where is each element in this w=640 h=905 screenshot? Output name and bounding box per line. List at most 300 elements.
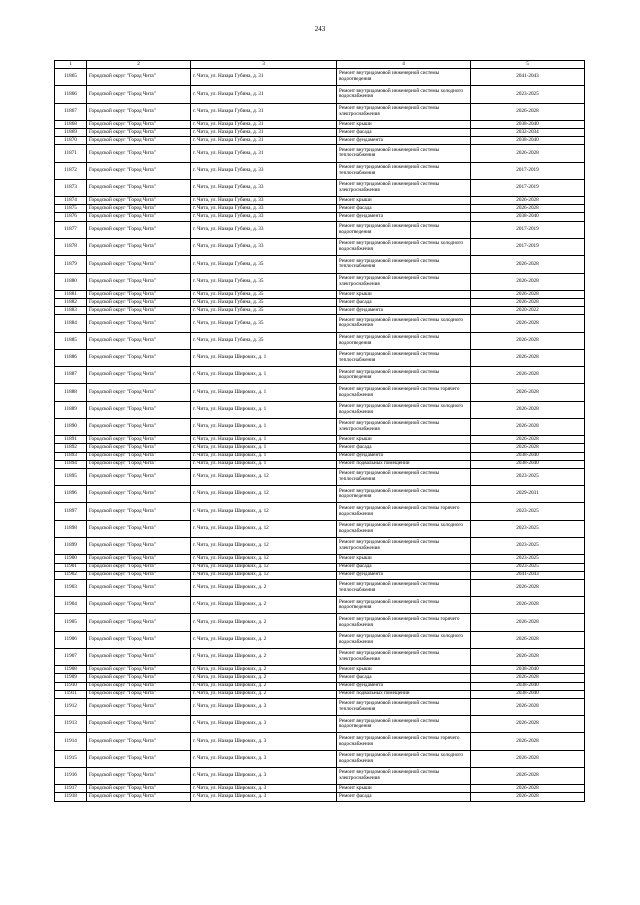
table-row <box>55 307 585 315</box>
table-row <box>55 349 585 366</box>
municipality-cell: Городской округ "Город Чита" <box>87 145 191 162</box>
address-cell: г. Чита, ул. Назара Широких, д. 2 <box>191 682 337 690</box>
municipality-cell: Городской округ "Город Чита" <box>87 690 191 698</box>
row-number: 11880 <box>55 273 87 290</box>
address-cell: г. Чита, ул. Назара Губина, д. 35 <box>191 315 337 332</box>
municipality-cell: Городской округ "Город Чита" <box>87 563 191 571</box>
table-row <box>55 315 585 332</box>
municipality-cell: Городской округ "Город Чита" <box>87 733 191 750</box>
work-type-cell: Ремонт фасада <box>337 563 471 571</box>
municipality-cell: Городской округ "Город Чита" <box>87 579 191 596</box>
table-body <box>55 69 585 802</box>
row-number: 11909 <box>55 674 87 682</box>
row-number: 11902 <box>55 571 87 579</box>
row-number: 11883 <box>55 307 87 315</box>
municipality-cell: Городской округ "Город Чита" <box>87 452 191 460</box>
address-cell: г. Чита, ул. Назара Широких, д. 1 <box>191 349 337 366</box>
address-cell: г. Чита, ул. Назара Широких, д. 1 <box>191 401 337 418</box>
work-type-cell: Ремонт фундамента <box>337 137 471 145</box>
municipality-cell: Городской округ "Город Чита" <box>87 86 191 103</box>
repair-schedule-table <box>54 60 585 802</box>
column-header-4: 4 <box>337 61 471 69</box>
period-cell: 2038-2040 <box>471 452 585 460</box>
row-number: 11866 <box>55 86 87 103</box>
period-cell: 2023-2025 <box>471 468 585 485</box>
table-row <box>55 86 585 103</box>
period-cell: 2026-2028 <box>471 614 585 631</box>
work-type-cell: Ремонт внутридомовой инженерной системы водоотведения <box>337 221 471 238</box>
municipality-cell: Городской округ "Город Чита" <box>87 555 191 563</box>
table-row <box>55 69 585 86</box>
address-cell: г. Чита, ул. Назара Губина, д. 31 <box>191 69 337 86</box>
address-cell: г. Чита, ул. Назара Широких, д. 12 <box>191 503 337 520</box>
municipality-cell: Городской округ "Город Чита" <box>87 349 191 366</box>
address-cell: г. Чита, ул. Назара Широких, д. 1 <box>191 419 337 436</box>
row-number: 11905 <box>55 614 87 631</box>
work-type-cell: Ремонт внутридомовой инженерной системы электроснабжения <box>337 648 471 665</box>
row-number: 11891 <box>55 436 87 444</box>
work-type-cell: Ремонт крыши <box>337 120 471 128</box>
table-row <box>55 120 585 128</box>
period-cell: 2026-2028 <box>471 436 585 444</box>
work-type-cell: Ремонт фасада <box>337 129 471 137</box>
work-type-cell: Ремонт внутридомовой инженерной системы горячего водоснабжения <box>337 503 471 520</box>
table-row <box>55 793 585 801</box>
row-number: 11898 <box>55 520 87 537</box>
period-cell: 2041-2043 <box>471 571 585 579</box>
header-row <box>55 61 585 69</box>
row-number: 11911 <box>55 690 87 698</box>
table-row <box>55 674 585 682</box>
table-row <box>55 221 585 238</box>
period-cell: 2026-2028 <box>471 716 585 733</box>
municipality-cell: Городской округ "Город Чита" <box>87 103 191 120</box>
table-row <box>55 468 585 485</box>
municipality-cell: Городской округ "Город Чита" <box>87 716 191 733</box>
address-cell: г. Чита, ул. Назара Широких, д. 12 <box>191 563 337 571</box>
period-cell: 2026-2028 <box>471 197 585 205</box>
period-cell: 2026-2028 <box>471 205 585 213</box>
address-cell: г. Чита, ул. Назара Губина, д. 33 <box>191 213 337 221</box>
page-number: 243 <box>314 25 326 33</box>
row-number: 11908 <box>55 666 87 674</box>
address-cell: г. Чита, ул. Назара Широких, д. 3 <box>191 698 337 715</box>
row-number: 11897 <box>55 503 87 520</box>
work-type-cell: Ремонт внутридомовой инженерной системы теплоснабжения <box>337 579 471 596</box>
period-cell: 2026-2028 <box>471 315 585 332</box>
municipality-cell: Городской округ "Город Чита" <box>87 538 191 555</box>
work-type-cell: Ремонт фундамента <box>337 571 471 579</box>
address-cell: г. Чита, ул. Назара Губина, д. 33 <box>191 197 337 205</box>
row-number: 11887 <box>55 367 87 384</box>
row-number: 11910 <box>55 682 87 690</box>
row-number: 11904 <box>55 597 87 614</box>
address-cell: г. Чита, ул. Назара Губина, д. 35 <box>191 256 337 273</box>
row-number: 11903 <box>55 579 87 596</box>
table-row <box>55 571 585 579</box>
table-row <box>55 213 585 221</box>
table-row <box>55 716 585 733</box>
address-cell: г. Чита, ул. Назара Губина, д. 35 <box>191 307 337 315</box>
period-cell: 2026-2028 <box>471 750 585 767</box>
municipality-cell: Городской округ "Город Чита" <box>87 137 191 145</box>
table-row <box>55 444 585 452</box>
period-cell: 2026-2028 <box>471 648 585 665</box>
work-type-cell: Ремонт внутридомовой инженерной системы теплоснабжения <box>337 162 471 179</box>
municipality-cell: Городской округ "Город Чита" <box>87 793 191 801</box>
municipality-cell: Городской округ "Город Чита" <box>87 120 191 128</box>
period-cell: 2026-2028 <box>471 674 585 682</box>
municipality-cell: Городской округ "Город Чита" <box>87 69 191 86</box>
address-cell: г. Чита, ул. Назара Губина, д. 31 <box>191 137 337 145</box>
municipality-cell: Городской округ "Город Чита" <box>87 129 191 137</box>
table-row <box>55 205 585 213</box>
table-row <box>55 332 585 349</box>
address-cell: г. Чита, ул. Назара Широких, д. 2 <box>191 597 337 614</box>
municipality-cell: Городской округ "Город Чита" <box>87 162 191 179</box>
period-cell: 2026-2028 <box>471 145 585 162</box>
table-row <box>55 538 585 555</box>
municipality-cell: Городской округ "Город Чита" <box>87 785 191 793</box>
municipality-cell: Городской округ "Город Чита" <box>87 221 191 238</box>
table-row <box>55 690 585 698</box>
row-number: 11907 <box>55 648 87 665</box>
municipality-cell: Городской округ "Город Чита" <box>87 315 191 332</box>
period-cell: 2026-2028 <box>471 273 585 290</box>
municipality-cell: Городской округ "Город Чита" <box>87 401 191 418</box>
municipality-cell: Городской округ "Город Чита" <box>87 290 191 298</box>
row-number: 11874 <box>55 197 87 205</box>
work-type-cell: Ремонт внутридомовой инженерной системы теплоснабжения <box>337 698 471 715</box>
period-cell: 2038-2040 <box>471 213 585 221</box>
period-cell: 2038-2040 <box>471 460 585 468</box>
work-type-cell: Ремонт внутридомовой инженерной системы водоотведения <box>337 332 471 349</box>
work-type-cell: Ремонт внутридомовой инженерной системы электроснабжения <box>337 273 471 290</box>
period-cell: 2026-2028 <box>471 631 585 648</box>
table-row <box>55 145 585 162</box>
table-row <box>55 162 585 179</box>
row-number: 11884 <box>55 315 87 332</box>
row-number: 11870 <box>55 137 87 145</box>
municipality-cell: Городской округ "Город Чита" <box>87 307 191 315</box>
row-number: 11875 <box>55 205 87 213</box>
table-row <box>55 103 585 120</box>
address-cell: г. Чита, ул. Назара Широких, д. 12 <box>191 571 337 579</box>
work-type-cell: Ремонт фасада <box>337 793 471 801</box>
row-number: 11882 <box>55 298 87 306</box>
work-type-cell: Ремонт крыши <box>337 436 471 444</box>
period-cell: 2026-2028 <box>471 419 585 436</box>
period-cell: 2023-2025 <box>471 538 585 555</box>
address-cell: г. Чита, ул. Назара Широких, д. 12 <box>191 520 337 537</box>
municipality-cell: Городской округ "Город Чита" <box>87 273 191 290</box>
table-row <box>55 768 585 785</box>
municipality-cell: Городской округ "Город Чита" <box>87 614 191 631</box>
municipality-cell: Городской округ "Город Чита" <box>87 750 191 767</box>
work-type-cell: Ремонт подвальных помещений <box>337 690 471 698</box>
table-row <box>55 460 585 468</box>
table-row <box>55 614 585 631</box>
address-cell: г. Чита, ул. Назара Губина, д. 35 <box>191 298 337 306</box>
work-type-cell: Ремонт внутридомовой инженерной системы холодного водоснабжения <box>337 401 471 418</box>
work-type-cell: Ремонт внутридомовой инженерной системы водоотведения <box>337 716 471 733</box>
address-cell: г. Чита, ул. Назара Широких, д. 3 <box>191 750 337 767</box>
period-cell: 2038-2040 <box>471 682 585 690</box>
period-cell: 2026-2028 <box>471 785 585 793</box>
address-cell: г. Чита, ул. Назара Широких, д. 3 <box>191 716 337 733</box>
row-number: 11872 <box>55 162 87 179</box>
municipality-cell: Городской округ "Город Чита" <box>87 444 191 452</box>
row-number: 11889 <box>55 401 87 418</box>
row-number: 11914 <box>55 733 87 750</box>
municipality-cell: Городской округ "Город Чита" <box>87 436 191 444</box>
table-row <box>55 129 585 137</box>
row-number: 11865 <box>55 69 87 86</box>
work-type-cell: Ремонт внутридомовой инженерной системы электроснабжения <box>337 419 471 436</box>
work-type-cell: Ремонт фасада <box>337 444 471 452</box>
work-type-cell: Ремонт фасада <box>337 298 471 306</box>
row-number: 11867 <box>55 103 87 120</box>
period-cell: 2038-2040 <box>471 690 585 698</box>
table-row <box>55 137 585 145</box>
period-cell: 2023-2025 <box>471 555 585 563</box>
municipality-cell: Городской округ "Город Чита" <box>87 384 191 401</box>
work-type-cell: Ремонт внутридомовой инженерной системы горячего водоснабжения <box>337 733 471 750</box>
municipality-cell: Городской округ "Город Чита" <box>87 682 191 690</box>
row-number: 11876 <box>55 213 87 221</box>
table-row <box>55 298 585 306</box>
table-row <box>55 682 585 690</box>
table-row <box>55 648 585 665</box>
municipality-cell: Городской округ "Город Чита" <box>87 460 191 468</box>
work-type-cell: Ремонт внутридомовой инженерной системы холодного водоснабжения <box>337 315 471 332</box>
row-number: 11885 <box>55 332 87 349</box>
address-cell: г. Чита, ул. Назара Губина, д. 35 <box>191 290 337 298</box>
work-type-cell: Ремонт внутридомовой инженерной системы холодного водоснабжения <box>337 520 471 537</box>
address-cell: г. Чита, ул. Назара Губина, д. 33 <box>191 221 337 238</box>
row-number: 11896 <box>55 486 87 503</box>
address-cell: г. Чита, ул. Назара Широких, д. 12 <box>191 468 337 485</box>
period-cell: 2038-2040 <box>471 120 585 128</box>
table-row <box>55 597 585 614</box>
table-row <box>55 179 585 196</box>
row-number: 11892 <box>55 444 87 452</box>
work-type-cell: Ремонт крыши <box>337 290 471 298</box>
row-number: 11906 <box>55 631 87 648</box>
address-cell: г. Чита, ул. Назара Широких, д. 12 <box>191 538 337 555</box>
work-type-cell: Ремонт крыши <box>337 555 471 563</box>
municipality-cell: Городской округ "Город Чита" <box>87 205 191 213</box>
period-cell: 2026-2028 <box>471 332 585 349</box>
address-cell: г. Чита, ул. Назара Широких, д. 3 <box>191 793 337 801</box>
row-number: 11918 <box>55 793 87 801</box>
period-cell: 2026-2028 <box>471 579 585 596</box>
column-header-1: 1 <box>55 61 87 69</box>
address-cell: г. Чита, ул. Назара Широких, д. 2 <box>191 648 337 665</box>
address-cell: г. Чита, ул. Назара Губина, д. 35 <box>191 273 337 290</box>
address-cell: г. Чита, ул. Назара Широких, д. 2 <box>191 631 337 648</box>
period-cell: 2023-2025 <box>471 503 585 520</box>
work-type-cell: Ремонт внутридомовой инженерной системы теплоснабжения <box>337 145 471 162</box>
table-row <box>55 666 585 674</box>
address-cell: г. Чита, ул. Назара Широких, д. 1 <box>191 436 337 444</box>
period-cell: 2026-2028 <box>471 256 585 273</box>
row-number: 11868 <box>55 120 87 128</box>
address-cell: г. Чита, ул. Назара Широких, д. 12 <box>191 555 337 563</box>
municipality-cell: Городской округ "Город Чита" <box>87 674 191 682</box>
work-type-cell: Ремонт внутридомовой инженерной системы водоотведения <box>337 597 471 614</box>
period-cell: 2026-2028 <box>471 793 585 801</box>
address-cell: г. Чита, ул. Назара Широких, д. 3 <box>191 733 337 750</box>
address-cell: г. Чита, ул. Назара Широких, д. 2 <box>191 674 337 682</box>
row-number: 11878 <box>55 238 87 255</box>
period-cell: 2017-2019 <box>471 179 585 196</box>
municipality-cell: Городской округ "Город Чита" <box>87 298 191 306</box>
municipality-cell: Городской округ "Город Чита" <box>87 256 191 273</box>
table-row <box>55 384 585 401</box>
table-row <box>55 631 585 648</box>
table-row <box>55 579 585 596</box>
period-cell: 2020-2022 <box>471 307 585 315</box>
period-cell: 2026-2028 <box>471 401 585 418</box>
municipality-cell: Городской округ "Город Чита" <box>87 419 191 436</box>
table-row <box>55 520 585 537</box>
row-number: 11893 <box>55 452 87 460</box>
period-cell: 2026-2028 <box>471 597 585 614</box>
row-number: 11895 <box>55 468 87 485</box>
address-cell: г. Чита, ул. Назара Губина, д. 35 <box>191 332 337 349</box>
work-type-cell: Ремонт фасада <box>337 205 471 213</box>
row-number: 11915 <box>55 750 87 767</box>
period-cell: 2026-2028 <box>471 349 585 366</box>
work-type-cell: Ремонт фундамента <box>337 452 471 460</box>
address-cell: г. Чита, ул. Назара Широких, д. 3 <box>191 785 337 793</box>
table-row <box>55 256 585 273</box>
work-type-cell: Ремонт крыши <box>337 785 471 793</box>
period-cell: 2026-2028 <box>471 733 585 750</box>
work-type-cell: Ремонт внутридомовой инженерной системы теплоснабжения <box>337 256 471 273</box>
address-cell: г. Чита, ул. Назара Губина, д. 33 <box>191 179 337 196</box>
table-row <box>55 733 585 750</box>
address-cell: г. Чита, ул. Назара Широких, д. 1 <box>191 367 337 384</box>
period-cell: 2029-2031 <box>471 486 585 503</box>
table-row <box>55 698 585 715</box>
period-cell: 2026-2028 <box>471 384 585 401</box>
row-number: 11916 <box>55 768 87 785</box>
address-cell: г. Чита, ул. Назара Широких, д. 3 <box>191 768 337 785</box>
row-number: 11871 <box>55 145 87 162</box>
address-cell: г. Чита, ул. Назара Широких, д. 1 <box>191 444 337 452</box>
work-type-cell: Ремонт внутридомовой инженерной системы холодного водоснабжения <box>337 631 471 648</box>
municipality-cell: Городской округ "Город Чита" <box>87 197 191 205</box>
table-row <box>55 486 585 503</box>
address-cell: г. Чита, ул. Назара Губина, д. 31 <box>191 145 337 162</box>
work-type-cell: Ремонт внутридомовой инженерной системы горячего водоснабжения <box>337 384 471 401</box>
period-cell: 2023-2025 <box>471 86 585 103</box>
table-row <box>55 290 585 298</box>
municipality-cell: Городской округ "Город Чита" <box>87 597 191 614</box>
table-row <box>55 436 585 444</box>
municipality-cell: Городской округ "Город Чита" <box>87 503 191 520</box>
municipality-cell: Городской округ "Город Чита" <box>87 213 191 221</box>
table-row <box>55 367 585 384</box>
column-header-5: 5 <box>471 61 585 69</box>
address-cell: г. Чита, ул. Назара Широких, д. 1 <box>191 452 337 460</box>
work-type-cell: Ремонт внутридомовой инженерной системы холодного водоснабжения <box>337 750 471 767</box>
row-number: 11869 <box>55 129 87 137</box>
row-number: 11890 <box>55 419 87 436</box>
row-number: 11899 <box>55 538 87 555</box>
column-header-3: 3 <box>191 61 337 69</box>
municipality-cell: Городской округ "Город Чита" <box>87 367 191 384</box>
work-type-cell: Ремонт внутридомовой инженерной системы водоотведения <box>337 69 471 86</box>
period-cell: 2017-2019 <box>471 238 585 255</box>
period-cell: 2017-2019 <box>471 221 585 238</box>
table-row <box>55 785 585 793</box>
row-number: 11888 <box>55 384 87 401</box>
work-type-cell: Ремонт внутридомовой инженерной системы водоотведения <box>337 367 471 384</box>
table-row <box>55 197 585 205</box>
column-header-2: 2 <box>87 61 191 69</box>
table-row <box>55 555 585 563</box>
period-cell: 2026-2028 <box>471 103 585 120</box>
period-cell: 2026-2028 <box>471 444 585 452</box>
municipality-cell: Городской округ "Город Чита" <box>87 179 191 196</box>
table-row <box>55 503 585 520</box>
municipality-cell: Городской округ "Город Чита" <box>87 468 191 485</box>
work-type-cell: Ремонт внутридомовой инженерной системы электроснабжения <box>337 768 471 785</box>
work-type-cell: Ремонт внутридомовой инженерной системы холодного водоснабжения <box>337 238 471 255</box>
municipality-cell: Городской округ "Город Чита" <box>87 520 191 537</box>
row-number: 11894 <box>55 460 87 468</box>
work-type-cell: Ремонт внутридомовой инженерной системы водоотведения <box>337 486 471 503</box>
period-cell: 2017-2019 <box>471 162 585 179</box>
row-number: 11913 <box>55 716 87 733</box>
period-cell: 2041-2043 <box>471 69 585 86</box>
work-type-cell: Ремонт фундамента <box>337 213 471 221</box>
work-type-cell: Ремонт внутридомовой инженерной системы электроснабжения <box>337 103 471 120</box>
municipality-cell: Городской округ "Город Чита" <box>87 486 191 503</box>
table-row <box>55 401 585 418</box>
work-type-cell: Ремонт внутридомовой инженерной системы холодного водоснабжения <box>337 86 471 103</box>
table-row <box>55 563 585 571</box>
municipality-cell: Городской округ "Город Чита" <box>87 768 191 785</box>
work-type-cell: Ремонт внутридомовой инженерной системы теплоснабжения <box>337 468 471 485</box>
table-row <box>55 273 585 290</box>
address-cell: г. Чита, ул. Назара Широких, д. 2 <box>191 690 337 698</box>
work-type-cell: Ремонт фундамента <box>337 307 471 315</box>
row-number: 11886 <box>55 349 87 366</box>
municipality-cell: Городской округ "Город Чита" <box>87 238 191 255</box>
period-cell: 2023-2025 <box>471 520 585 537</box>
address-cell: г. Чита, ул. Назара Губина, д. 31 <box>191 129 337 137</box>
period-cell: 2026-2028 <box>471 698 585 715</box>
row-number: 11900 <box>55 555 87 563</box>
work-type-cell: Ремонт фундамента <box>337 682 471 690</box>
table-row <box>55 238 585 255</box>
municipality-cell: Городской округ "Город Чита" <box>87 698 191 715</box>
period-cell: 2026-2028 <box>471 367 585 384</box>
row-number: 11901 <box>55 563 87 571</box>
work-type-cell: Ремонт внутридомовой инженерной системы электроснабжения <box>337 538 471 555</box>
row-number: 11917 <box>55 785 87 793</box>
address-cell: г. Чита, ул. Назара Губина, д. 33 <box>191 162 337 179</box>
work-type-cell: Ремонт фасада <box>337 674 471 682</box>
table-row <box>55 750 585 767</box>
address-cell: г. Чита, ул. Назара Широких, д. 1 <box>191 460 337 468</box>
work-type-cell: Ремонт внутридомовой инженерной системы электроснабжения <box>337 179 471 196</box>
period-cell: 2038-2040 <box>471 137 585 145</box>
